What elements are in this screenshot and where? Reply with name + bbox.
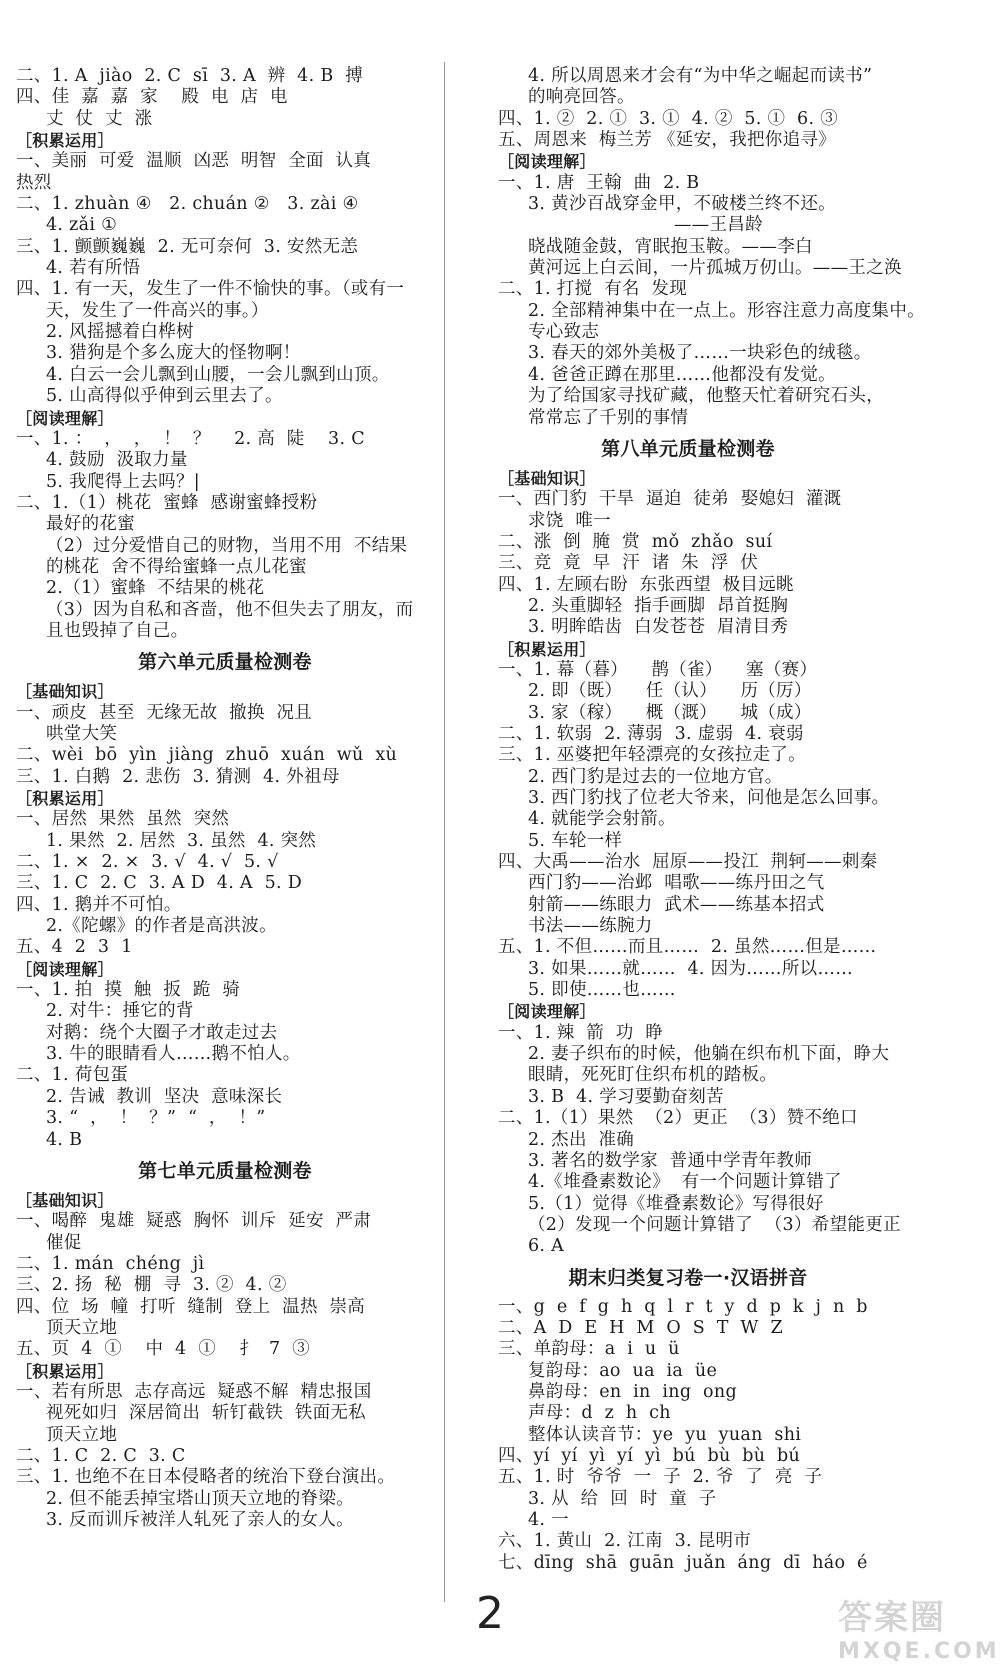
section-label: ［阅读理解］ [16,408,114,428]
answer-line: 3. 著名的数学家 普通中学青年教师 [528,1150,813,1171]
answer-line: 2. 但不能丢掉宝塔山顶天立地的脊梁。 [46,1488,354,1509]
answer-line: 3. 西门豹找了位老大爷来，问他是怎么回事。 [528,788,890,808]
section-label: ［基础知识］ [16,1190,114,1210]
answer-line: 3. 明眸皓齿 白发苍苍 眉清目秀 [528,617,789,638]
answer-line: 5. 车轮一样 [528,830,623,851]
answer-line: 二、1. × 2. × 3. √ 4. √ 5. √ [16,852,279,873]
answer-line: 三、1. C 2. C 3. A D 4. A 5. D [16,873,303,894]
answer-line: 视死如归 深居简出 斩钉截铁 铁面无私 [46,1403,366,1424]
watermark-logo-text: 答案圈 [838,1598,946,1638]
answer-line: 晓战随金鼓，宵眠抱玉鞍。——李白 [528,236,813,257]
answer-line: 五、1. 时 爷爷 一 子 2. 爷 了 亮 子 [498,1467,823,1488]
answer-line: 3. 黄沙百战穿金甲，不破楼兰终不还。 [528,194,836,215]
answer-line: 3. “ ， ！ ？” “ ， ！” [46,1108,266,1129]
answer-line: 4. B [46,1129,83,1150]
answer-line: 求饶 唯一 [528,510,611,531]
answer-line: 六、1. 黄山 2. 江南 3. 昆明市 [498,1531,752,1552]
section-label: ［阅读理解］ [16,959,114,979]
answer-line: 2. 西门豹是过去的一位地方官。 [528,766,783,787]
answer-line: 5. 山高得似乎伸到云里去了。 [46,386,283,407]
answer-line: 一、1. 幕（暮） 鹊（雀） 塞（赛） [498,659,818,680]
answer-line: 3. 春天的郊外美极了……一块彩色的绒毯。 [528,343,872,364]
answer-line: 五、1. 不但……而且…… 2. 虽然……但是…… [498,937,877,958]
answer-line: （2）发现一个问题计算错了 （3）希望能更正 [528,1214,901,1235]
answer-line: 3. 反而训斥被洋人轧死了亲人的女人。 [46,1510,354,1530]
answer-line: 5. 即使……也…… [528,980,676,1001]
answer-line: 2.（1）蜜蜂 不结果的桃花 [46,578,265,599]
answer-line: 2. 对牛：捶它的背 [46,1001,194,1022]
answer-line: 一、喝醉 鬼雄 疑惑 胸怀 训斥 延安 严肃 [16,1211,372,1232]
section-title: 第六单元质量检测卷 [138,651,312,674]
section-label: ［阅读理解］ [498,1002,596,1022]
answer-line: 四、大禹——治水 屈原——投江 荆轲——刺秦 [498,852,878,873]
answer-line: 催促 [46,1232,82,1253]
answer-line: 鼻韵母：en in ing ong [528,1381,737,1402]
answer-line: 三、竞 竟 早 汗 诸 朱 浮 伏 [498,553,759,574]
answer-line: 四、1. ② 2. ① 3. ① 4. ② 5. ① 6. ③ [498,108,838,129]
answer-line: 一、西门豹 干旱 逼迫 徒弟 娶媳妇 灌溉 [498,489,842,510]
answer-line: ——王昌龄 [498,215,763,236]
answer-line: 二、A D E H M O S T W Z [498,1317,783,1338]
answer-line: 四、位 场 幢 打听 缝制 登上 温热 崇高 [16,1296,366,1317]
answer-line: 书法——练腕力 [528,916,653,937]
answer-line: 一、1. ： ， ， ！ ？ 2. 高 陡 3. C [16,428,365,449]
answer-line: 一、1. 辣 箭 功 睁 [498,1022,664,1043]
answer-line: 二、1.（1）桃花 蜜蜂 感谢蜜蜂授粉 [16,492,318,513]
answer-line: 天，发生了一件高兴的事。） [46,300,269,321]
answer-line: 6. A [528,1236,565,1257]
answer-line: 专心致志 [528,322,600,343]
answer-line: 4. 鼓励 汲取力量 [46,450,188,471]
answer-line: 丈 仗 丈 涨 [46,108,153,129]
answer-line: 一、顽皮 甚至 无缘无故 撤换 况且 [16,702,313,723]
answer-line: 对鹅：绕个大圈子才敢走过去 [46,1022,278,1043]
answer-line: 4. 就能学会射箭。 [528,809,676,830]
answer-line: 二、1. C 2. C 3. C [16,1445,186,1466]
answer-line: 复韵母：ao ua ia üe [528,1360,718,1381]
answer-line: 3. 家（稼） 概（溉） 城（成） [528,702,812,723]
answer-line: 4. 若有所悟 [46,258,141,279]
answer-line: 二、1. 打搅 有名 发现 [498,279,688,300]
answer-line: 三、2. 扬 秘 棚 寻 3. ② 4. ② [16,1275,287,1296]
answer-line: 2. 即（既） 任（认） 历（厉） [528,681,812,702]
answer-line: （3）因为自私和吝啬，他不但失去了朋友，而 [46,599,414,620]
answer-line: 二、wèi bō yìn jiàng zhuō xuán wǔ xù [16,745,398,766]
watermark-logo [838,1590,1000,1670]
answer-line: 一、1. 唐 王翰 曲 2. B [498,172,700,193]
left-column [16,66,434,1531]
right-column [498,66,925,1574]
answer-line: 七、dīng shā guān juǎn áng dī háo é [498,1552,868,1573]
answer-line: 2. 全部精神集中在一点上。形容注意力高度集中。 [528,300,925,321]
answer-line: 热烈 [16,172,52,193]
answer-line: 一、g e f g h q l r t y d p k j n b [498,1296,868,1317]
answer-line: 西门豹——治邺 唱歌——练丹田之气 [528,873,825,894]
answer-line: 4. 白云一会儿飘到山腰，一会儿飘到山顶。 [46,364,390,385]
answer-line: 2. 妻子织布的时候，他躺在织布机下面，睁大 [528,1044,890,1065]
answer-line: 三、1. 白鹅 2. 悲伤 3. 猜测 4. 外祖母 [16,766,340,787]
section-label: ［阅读理解］ [498,152,596,172]
answer-line: 4. 爸爸正蹲在那里……他都没有发觉。 [528,364,836,385]
section-title: 期末归类复习卷一·汉语拼音 [568,1266,808,1289]
answer-line: 3. 牛的眼睛看人……鹅不怕人。 [46,1044,301,1065]
answer-line: 一、1. 拍 摸 触 扳 跪 骑 [16,980,241,1001]
section-title: 第八单元质量检测卷 [601,437,775,460]
answer-line: 的桃花 舍不得给蜜蜂一点儿花蜜 [46,556,307,577]
section-label: ［积累运用］ [498,639,596,659]
answer-line: 四、1. 鹅并不可怕。 [16,894,182,915]
answer-line: 四、1. 有一天，发生了一件不愉快的事。（或有一 [16,279,405,300]
answer-line: 1. 果然 2. 居然 3. 虽然 4. 突然 [46,830,317,851]
answer-line: 五、周恩来 梅兰芳 《延安，我把你追寻》 [498,130,836,151]
answer-line: 四、yí yí yì yí yì bú bù bù bú [498,1445,801,1466]
answer-line: 2. 告诫 教训 坚决 意味深长 [46,1086,283,1107]
answer-line: 五、4 2 3 1 [16,937,133,958]
answer-line: 哄堂大笑 [46,723,118,744]
column-divider [444,62,445,1602]
answer-line: 且也毁掉了自己。 [46,620,189,641]
answer-line: 一、居然 果然 虽然 突然 [16,809,230,830]
answer-line: 3. 从 给 回 时 童 子 [528,1488,717,1509]
watermark-domain-text: MXQE.COM [838,1639,1000,1664]
answer-line: 3. B 4. 学习要勤奋刻苦 [528,1086,724,1107]
answer-line: 二、1. 软弱 2. 薄弱 3. 虚弱 4. 衰弱 [498,723,804,744]
page-number: 2 [476,1588,504,1639]
answer-line: 四、1. 左顾右盼 东张西望 极目远眺 [498,574,794,595]
answer-line: 声母：d z h ch [528,1403,671,1424]
answer-line: 3. 猎狗是个多么庞大的怪物啊！ [46,343,301,364]
answer-line: 2. 头重脚轻 指手画脚 昂首挺胸 [528,595,789,616]
section-label: ［基础知识］ [498,468,596,488]
answer-line: 4.《堆叠素数论》 有一个问题计算错了 [528,1172,842,1193]
answer-line: 2. 风摇撼着白桦树 [46,322,194,343]
section-label: ［积累运用］ [16,1361,114,1381]
answer-line: 4. zǎi ① [46,215,118,236]
answer-line: 最好的花蜜 [46,514,135,535]
answer-line: 的响亮回答。 [528,87,635,108]
answer-line: 常常忘了千别的事情 [528,407,689,428]
answer-line: 二、1. mán chéng jì [16,1253,205,1274]
section-label: ［积累运用］ [16,789,114,808]
answer-line: 顶天立地 [46,1317,118,1338]
answer-line: 2. 杰出 准确 [528,1129,635,1150]
answer-line: 三、1. 也绝不在日本侵略者的统治下登台演出。 [16,1467,396,1488]
answer-line: 为了给国家寻找矿藏，他整天忙着研究石头， [528,386,884,407]
answer-line: 顶天立地 [46,1424,118,1445]
answer-line: 三、单韵母：a i u ü [498,1339,680,1360]
section-label: ［积累运用］ [16,131,114,151]
answer-line: 3. 如果……就…… 4. 因为……所以…… [528,958,854,979]
answer-line: 4. 一 [528,1510,569,1530]
answer-line: 三、1. 巫婆把年轻漂亮的女孩拉走了。 [498,745,806,766]
answer-line: 三、1. 颤颤巍巍 2. 无可奈何 3. 安然无恙 [16,236,359,257]
section-label: ［基础知识］ [16,682,114,702]
answer-line: 眼睛，死死盯住织布机的踏板。 [528,1065,778,1086]
answer-line: 二、1. A jiào 2. C sī 3. A 辨 4. B 搏 [16,66,364,86]
answer-line: 二、1. 荷包蛋 [16,1065,129,1086]
answer-line: 4. 所以周恩来才会有“为中华之崛起而读书” [528,66,873,86]
answer-line: 黄河远上白云间，一片孤城万仞山。——王之涣 [528,258,902,279]
answer-line: 五、页 4 ① 中 4 ① 扌 7 ③ [16,1339,310,1360]
answer-line: 一、若有所思 志存高远 疑惑不解 精忠报国 [16,1381,372,1402]
answer-line: 二、1.（1）果然 （2）更正 （3）赞不绝口 [498,1108,858,1129]
answer-line: 二、1. zhuàn ④ 2. chuán ② 3. zài ④ [16,194,359,215]
answer-line: 整体认读音节：ye yu yuan shi [528,1424,802,1445]
answer-line: 二、涨 倒 腌 赏 mǒ zhǎo suí [498,531,773,552]
section-title: 第七单元质量检测卷 [138,1159,312,1182]
answer-line: （2）过分爱惜自己的财物，当用不用 不结果 [46,535,408,556]
answer-line: 5. 我爬得上去吗？| [46,471,200,492]
answer-line: 5.（1）觉得《堆叠素数论》写得很好 [528,1193,824,1214]
answer-line: 一、美丽 可爱 温顺 凶恶 明智 全面 认真 [16,151,372,172]
answer-line: 四、佳 嘉 嘉 家 殿 电 店 电 [16,87,288,108]
answer-line: 2.《陀螺》的作者是高洪波。 [46,916,277,937]
answer-line: 射箭——练眼力 武术——练基本招式 [528,894,825,915]
